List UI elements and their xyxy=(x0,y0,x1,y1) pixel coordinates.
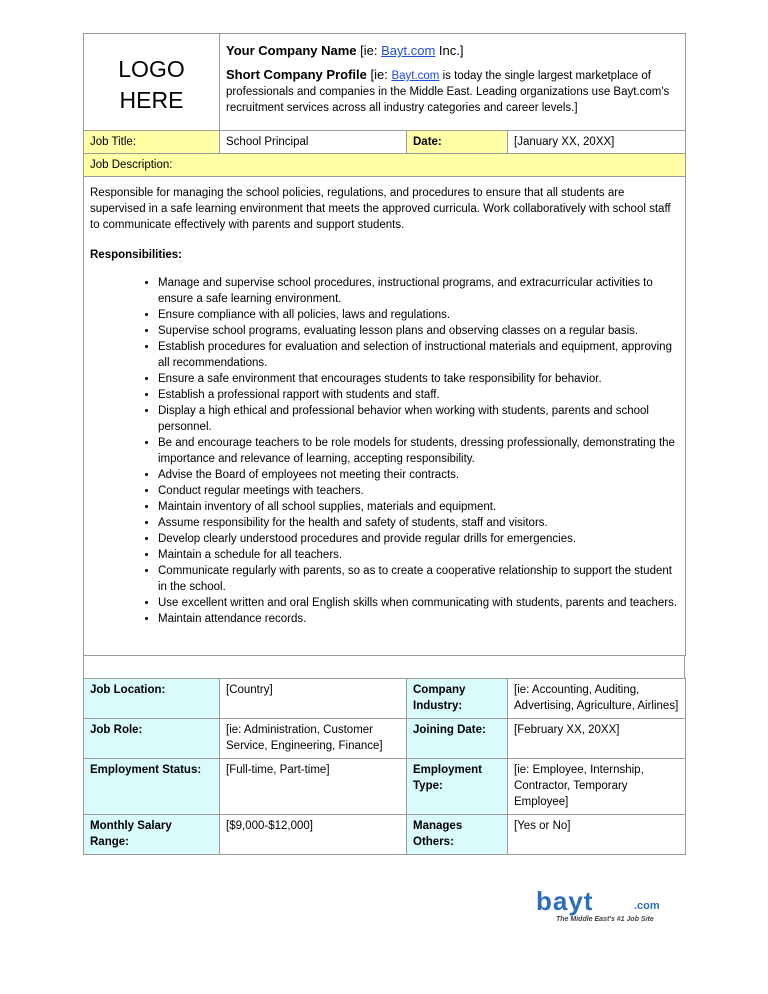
bayt-logo-domain: .com xyxy=(634,900,660,912)
responsibility-item: • Manage and supervise school procedures, instructional programs, and extracurricular activities to ensure a safe learning environment. xyxy=(158,275,679,307)
profile-text: is today the single largest marketplace of professionals and companies in the Middle East. Leading organizations use Bayt.com's recruitment services across all industry categories and career levels.] xyxy=(226,70,670,114)
responsibility-item: • Advise the Board of employees not meeting their contracts. xyxy=(158,467,679,483)
responsibility-item: • Establish procedures for evaluation and selection of instructional materials and equipment, approving all recommendations. xyxy=(158,339,679,371)
responsibilities-list xyxy=(90,275,679,627)
responsibility-item: • Communicate regularly with parents, so as to create a cooperative relationship to support the student in the school. xyxy=(158,563,679,595)
responsibility-item: • Ensure a safe environment that encourages students to take responsibility for behavior. xyxy=(158,371,679,387)
company-profile xyxy=(226,67,679,116)
company-name-link[interactable]: Bayt.com xyxy=(381,43,436,58)
detail-value: [ie: Employee, Internship, Contractor, Temporary Employee] xyxy=(508,759,686,815)
detail-value: [Country] xyxy=(220,679,407,719)
responsibility-item: • Establish a professional rapport with students and staff. xyxy=(158,387,679,403)
company-name-prefix: [ie: xyxy=(360,43,382,58)
bayt-tagline: The Middle East's #1 Job Site xyxy=(556,916,654,923)
job-description-body xyxy=(84,177,686,656)
date-value: [January XX, 20XX] xyxy=(508,131,686,154)
job-description-label: Job Description: xyxy=(84,154,686,177)
detail-label: Manages Others: xyxy=(407,815,508,855)
job-title-value: School Principal xyxy=(220,131,407,154)
detail-label: Job Location: xyxy=(84,679,220,719)
company-name xyxy=(226,43,679,59)
detail-value: [Yes or No] xyxy=(508,815,686,855)
company-name-label: Your Company Name xyxy=(226,43,357,58)
responsibility-item: • Maintain inventory of all school supplies, materials and equipment. xyxy=(158,499,679,515)
bayt-logo xyxy=(536,888,686,924)
responsibility-item: • Maintain a schedule for all teachers. xyxy=(158,547,679,563)
responsibility-item: • Assume responsibility for the health and safety of students, staff and visitors. xyxy=(158,515,679,531)
detail-label: Joining Date: xyxy=(407,719,508,759)
detail-value: [ie: Accounting, Auditing, Advertising, Agriculture, Airlines] xyxy=(508,679,686,719)
details-row xyxy=(84,679,686,719)
responsibility-item: • Ensure compliance with all policies, laws and regulations. xyxy=(158,307,679,323)
detail-label: Monthly Salary Range: xyxy=(84,815,220,855)
responsibility-item: • Develop clearly understood procedures and provide regular drills for emergencies. xyxy=(158,531,679,547)
profile-label: Short Company Profile xyxy=(226,67,367,82)
responsibility-item: • Use excellent written and oral English skills when communicating with students, parents and teachers. xyxy=(158,595,679,611)
job-title-row xyxy=(84,131,686,154)
responsibility-item: • Conduct regular meetings with teachers. xyxy=(158,483,679,499)
job-description-document xyxy=(83,33,685,855)
responsibility-item: • Be and encourage teachers to be role models for students, dressing professionally, demonstrating the importance and relevance of learning, accepting responsibility. xyxy=(158,435,679,467)
detail-value: [February XX, 20XX] xyxy=(508,719,686,759)
details-table xyxy=(83,678,686,855)
logo-text: LOGO HERE xyxy=(118,56,185,113)
responsibility-item: • Maintain attendance records. xyxy=(158,611,679,627)
detail-value: [ie: Administration, Customer Service, Engineering, Finance] xyxy=(220,719,407,759)
detail-value: [$9,000-$12,000] xyxy=(220,815,407,855)
details-row xyxy=(84,759,686,815)
detail-value: [Full-time, Part-time] xyxy=(220,759,407,815)
detail-label: Employment Type: xyxy=(407,759,508,815)
company-name-suffix: Inc.] xyxy=(435,43,464,58)
responsibilities-heading: Responsibilities: xyxy=(90,249,183,261)
bayt-logo-graphic xyxy=(536,888,686,924)
details-row xyxy=(84,719,686,759)
detail-label: Company Industry: xyxy=(407,679,508,719)
company-info-cell xyxy=(220,34,686,131)
job-summary: Responsible for managing the school policies, regulations, and procedures to ensure that all students are supervised in a safe learning environment that meets the approved curricula. Work collaboratively with school staff to communicate effectively with parents and support students. xyxy=(90,187,671,231)
job-title-label: Job Title: xyxy=(84,131,220,154)
table-gap xyxy=(83,655,685,679)
date-label: Date: xyxy=(407,131,508,154)
job-title-table xyxy=(83,130,686,656)
responsibility-item: • Display a high ethical and professional behavior when working with students, parents and school personnel. xyxy=(158,403,679,435)
details-row xyxy=(84,815,686,855)
bayt-logo-word: bayt xyxy=(536,888,594,916)
logo-placeholder xyxy=(84,34,220,131)
detail-label: Job Role: xyxy=(84,719,220,759)
detail-label: Employment Status: xyxy=(84,759,220,815)
responsibility-item: • Supervise school programs, evaluating lesson plans and observing classes on a regular basis. xyxy=(158,323,679,339)
header-table xyxy=(83,33,686,131)
profile-link[interactable]: Bayt.com xyxy=(391,70,440,82)
profile-prefix: [ie: xyxy=(366,67,392,82)
